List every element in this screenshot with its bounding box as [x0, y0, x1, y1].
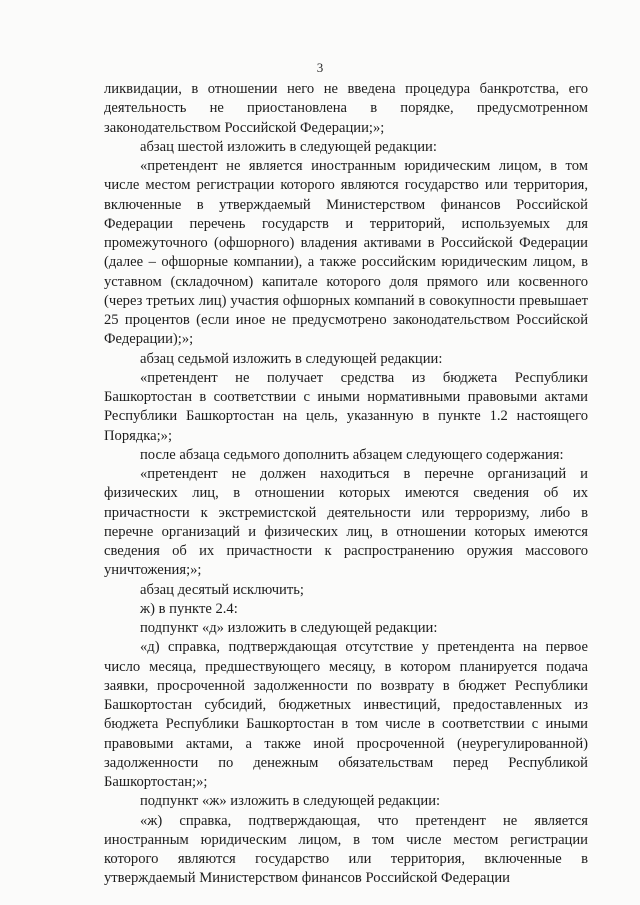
paragraph-amend-abzac-7: абзац седьмой изложить в следующей редакции: [140, 350, 443, 367]
paragraph-amend-subpoint-zh: подпункт «ж» изложить в следующей редакции: [140, 793, 441, 810]
paragraph-exclude-abzac-10: абзац десятый исключить; [140, 581, 304, 598]
paragraph-amend-subpoint-d: подпункт «д» изложить в следующей редакции: [140, 620, 438, 636]
paragraph-abzac-6-text: «претендент не является иностранным юридическим лицом, в том числе местом регистрации которого являются государство или территория, включенные в утверждаемый Министерством финансов Российской Федерации перечень государств и территорий, используемых для промежуточного (офшорного) владения активами в Российской Федерации (далее – офшорные компании), а также российским юридическим лицом, в уставном (складочном) капитале которого доля прямого или косвенного (через третьих лиц) участия офшорных компаний в совокупности превышает 25 процентов (если иное не предусмотрено законодательством Российской Федерации);»; [104, 158, 588, 348]
paragraph-new-abzac-text: «претендент не должен находиться в перечне организаций и физических лиц, в отношении которых имеются сведения об их причастности к экстремистской деятельности или терроризму, либо в перечне организаций и физических лиц, в отношении которых имеются сведения об их причастности к распространению оружия массового уничтожения;»; [104, 466, 588, 579]
page-number: 3 [316, 60, 324, 75]
document-body [104, 80, 588, 889]
paragraph-point-2-4: ж) в пункте 2.4: [140, 600, 238, 617]
paragraph-abzac-7-text: «претендент не получает средства из бюджета Республики Башкортостан в соответствии с иными нормативными правовыми актами Республики Башкортостан на цель, указанную в пункте 1.2 настоящего Порядка;»; [104, 369, 588, 444]
paragraph-subpoint-zh-text: «ж) справка, подтверждающая, что претендент не является иностранным юридическим лицом, в том числе местом регистрации которого являются государство или территория, включенные в утверждаемый Министерством финансов Российской Федерации [104, 812, 588, 887]
paragraph-continuation: ликвидации, в отношении него не введена процедура банкротства, его деятельность не приостановлена в порядке, предусмотренном законодательством Российской Федерации;»; [104, 81, 588, 136]
paragraph-add-after-abzac-7: после абзаца седьмого дополнить абзацем следующего содержания: [140, 446, 564, 463]
paragraph-amend-abzac-6: абзац шестой изложить в следующей редакции: [140, 138, 437, 155]
paragraph-subpoint-d-text: «д) справка, подтверждающая отсутствие у претендента на первое число месяца, предшествующего месяцу, в котором планируется подача заявки, просроченной задолженности по возврату в бюджет Республики Башкортостан субсидий, бюджетных инвестиций, предоставленных из бюджета Республики Башкортостан в том числе в соответствии с иными правовыми актами, а также иной просроченной (неурегулированной) задолженности по денежным обязательствам перед Республикой Башкортостан;»; [104, 639, 588, 790]
